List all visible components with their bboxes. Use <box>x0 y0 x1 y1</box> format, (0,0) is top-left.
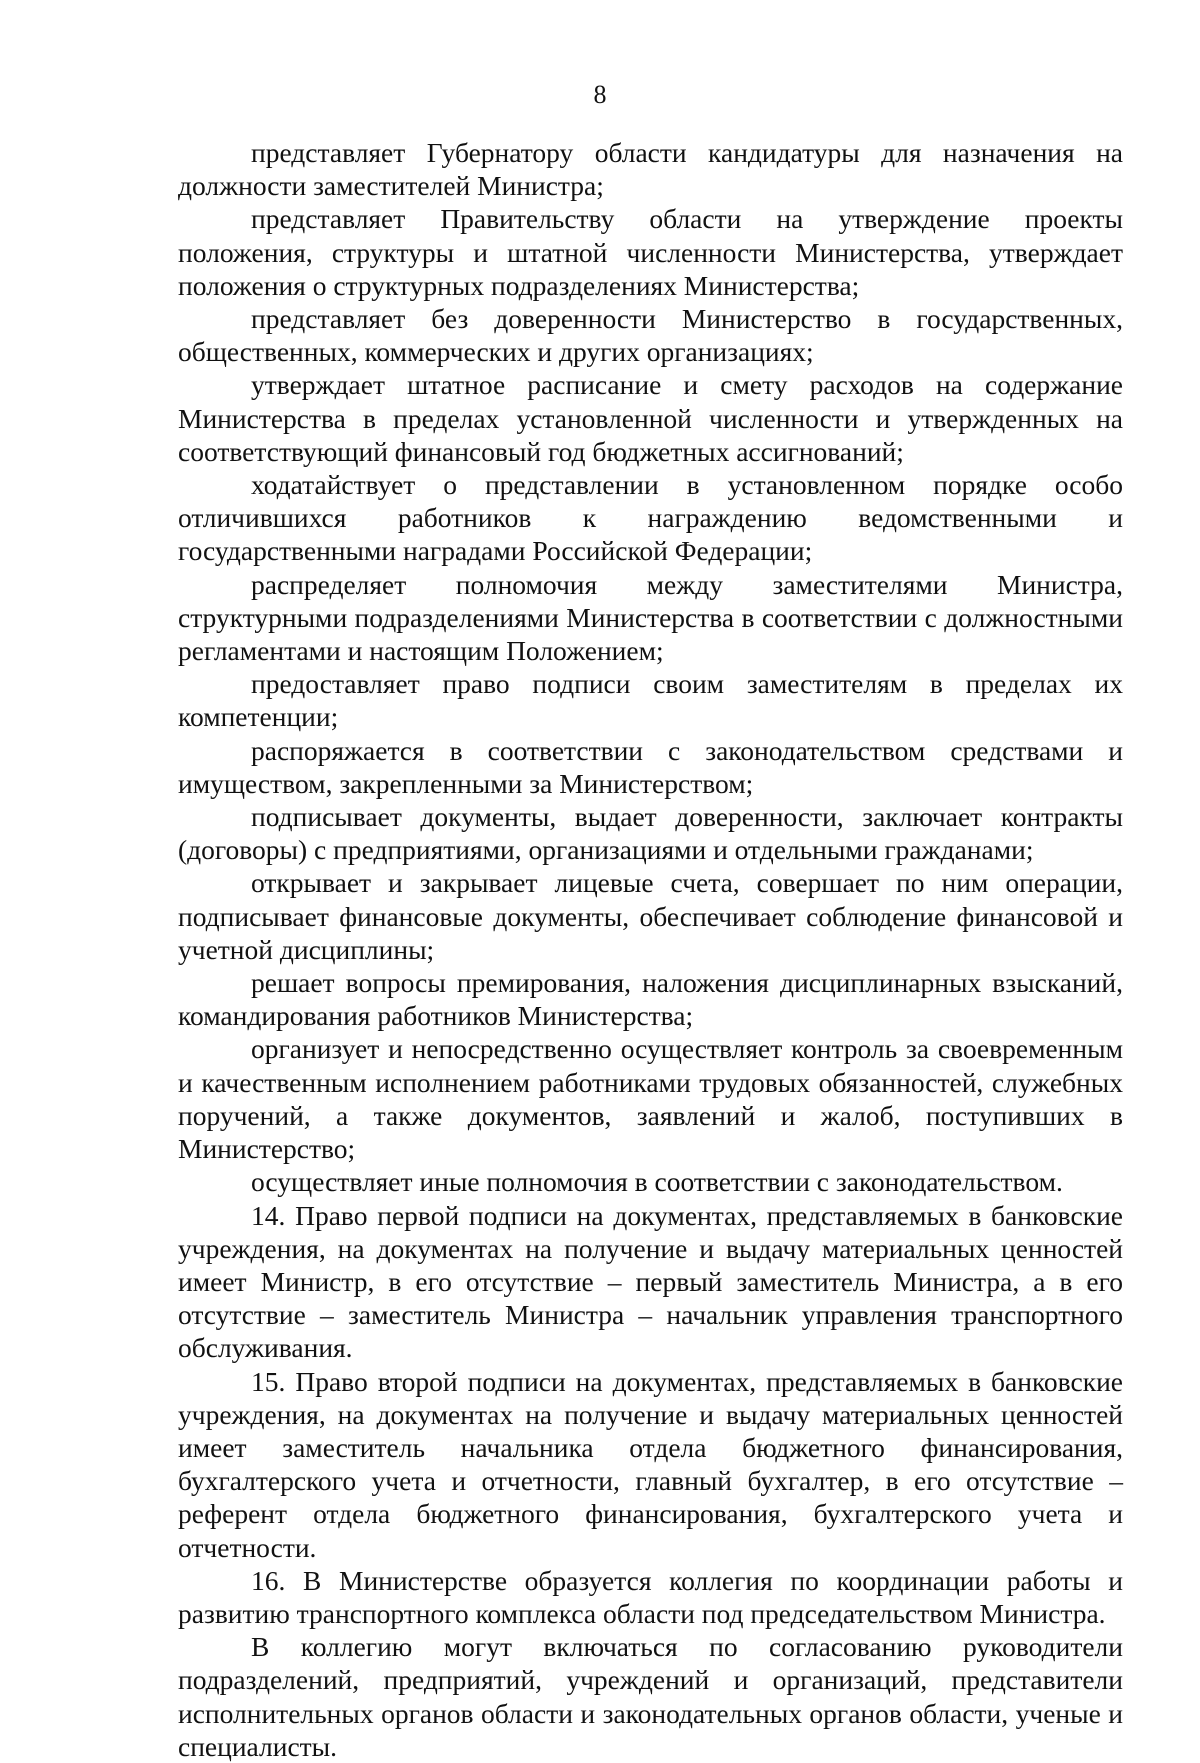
paragraph-structure-approval: представляет Правительству области на утверждение проекты положения, структуры и штатной численности Министерства, утверждает положения о структурных подразделениях Министерства; <box>178 203 1123 301</box>
paragraph-collegium-members: В коллегию могут включаться по согласованию руководители подразделений, предприятий, учреждений и организаций, представители исполнительных органов области и законодательных органов области, ученые и специалисты. <box>178 1631 1123 1762</box>
paragraph-awards: ходатайствует о представлении в установленном порядке особо отличившихся работников к награждению ведомственными и государственными наградами Российской Федерации; <box>178 469 1123 567</box>
paragraph-accounts: открывает и закрывает лицевые счета, совершает по ним операции, подписывает финансовые документы, обеспечивает соблюдение финансовой и учетной дисциплины; <box>178 867 1123 965</box>
paragraph-16-collegium: 16. В Министерстве образуется коллегия по координации работы и развитию транспортного комплекса области под председательством Министра. <box>178 1564 1123 1629</box>
paragraph-signature-right: предоставляет право подписи своим заместителям в пределах их компетенции; <box>178 668 1123 733</box>
paragraph-14-first-signature: 14. Право первой подписи на документах, представляемых в банковские учреждения, на документах на получение и выдачу материальных ценностей имеет Министр, в его отсутствие – первый заместитель Министра, а в его отсутствие – заместитель Министра – начальник управления транспортного обслуживания. <box>178 1199 1123 1364</box>
paragraph-control: организует и непосредственно осуществляет контроль за своевременным и качественным исполнением работниками трудовых обязанностей, служебных поручений, а также документов, заявлений и жалоб, поступивших в Министерство; <box>178 1033 1123 1165</box>
paragraph-bonuses: решает вопросы премирования, наложения дисциплинарных взысканий, командирования работников Министерства; <box>178 967 1123 1032</box>
document-body <box>178 136 1123 1763</box>
paragraph-governor-nominations: представляет Губернатору области кандидатуры для назначения на должности заместителей Министра; <box>178 137 1123 202</box>
paragraph-representation: представляет без доверенности Министерство в государственных, общественных, коммерческих и других организациях; <box>178 303 1123 368</box>
paragraph-15-second-signature: 15. Право второй подписи на документах, представляемых в банковские учреждения, на документах на получение и выдачу материальных ценностей имеет заместитель начальника отдела бюджетного финансирования, бухгалтерского учета и отчетности, главный бухгалтер, в его отсутствие – референт отдела бюджетного финансирования, бухгалтерского учета и отчетности. <box>178 1365 1123 1563</box>
paragraph-staff-schedule: утверждает штатное расписание и смету расходов на содержание Министерства в пределах установленной численности и утвержденных на соответствующий финансовый год бюджетных ассигнований; <box>178 369 1123 467</box>
page-number: 8 <box>593 80 607 109</box>
paragraph-other-powers: осуществляет иные полномочия в соответствии с законодательством. <box>251 1166 1063 1198</box>
paragraph-powers-distribution: распределяет полномочия между заместителями Министра, структурными подразделениями Министерства в соответствии с должностными регламентами и настоящим Положением; <box>178 568 1123 667</box>
paragraph-contracts: подписывает документы, выдает доверенности, заключает контракты (договоры) с предприятиями, организациями и отдельными гражданами; <box>178 801 1123 866</box>
paragraph-property: распоряжается в соответствии с законодательством средствами и имуществом, закрепленными за Министерством; <box>178 734 1123 799</box>
